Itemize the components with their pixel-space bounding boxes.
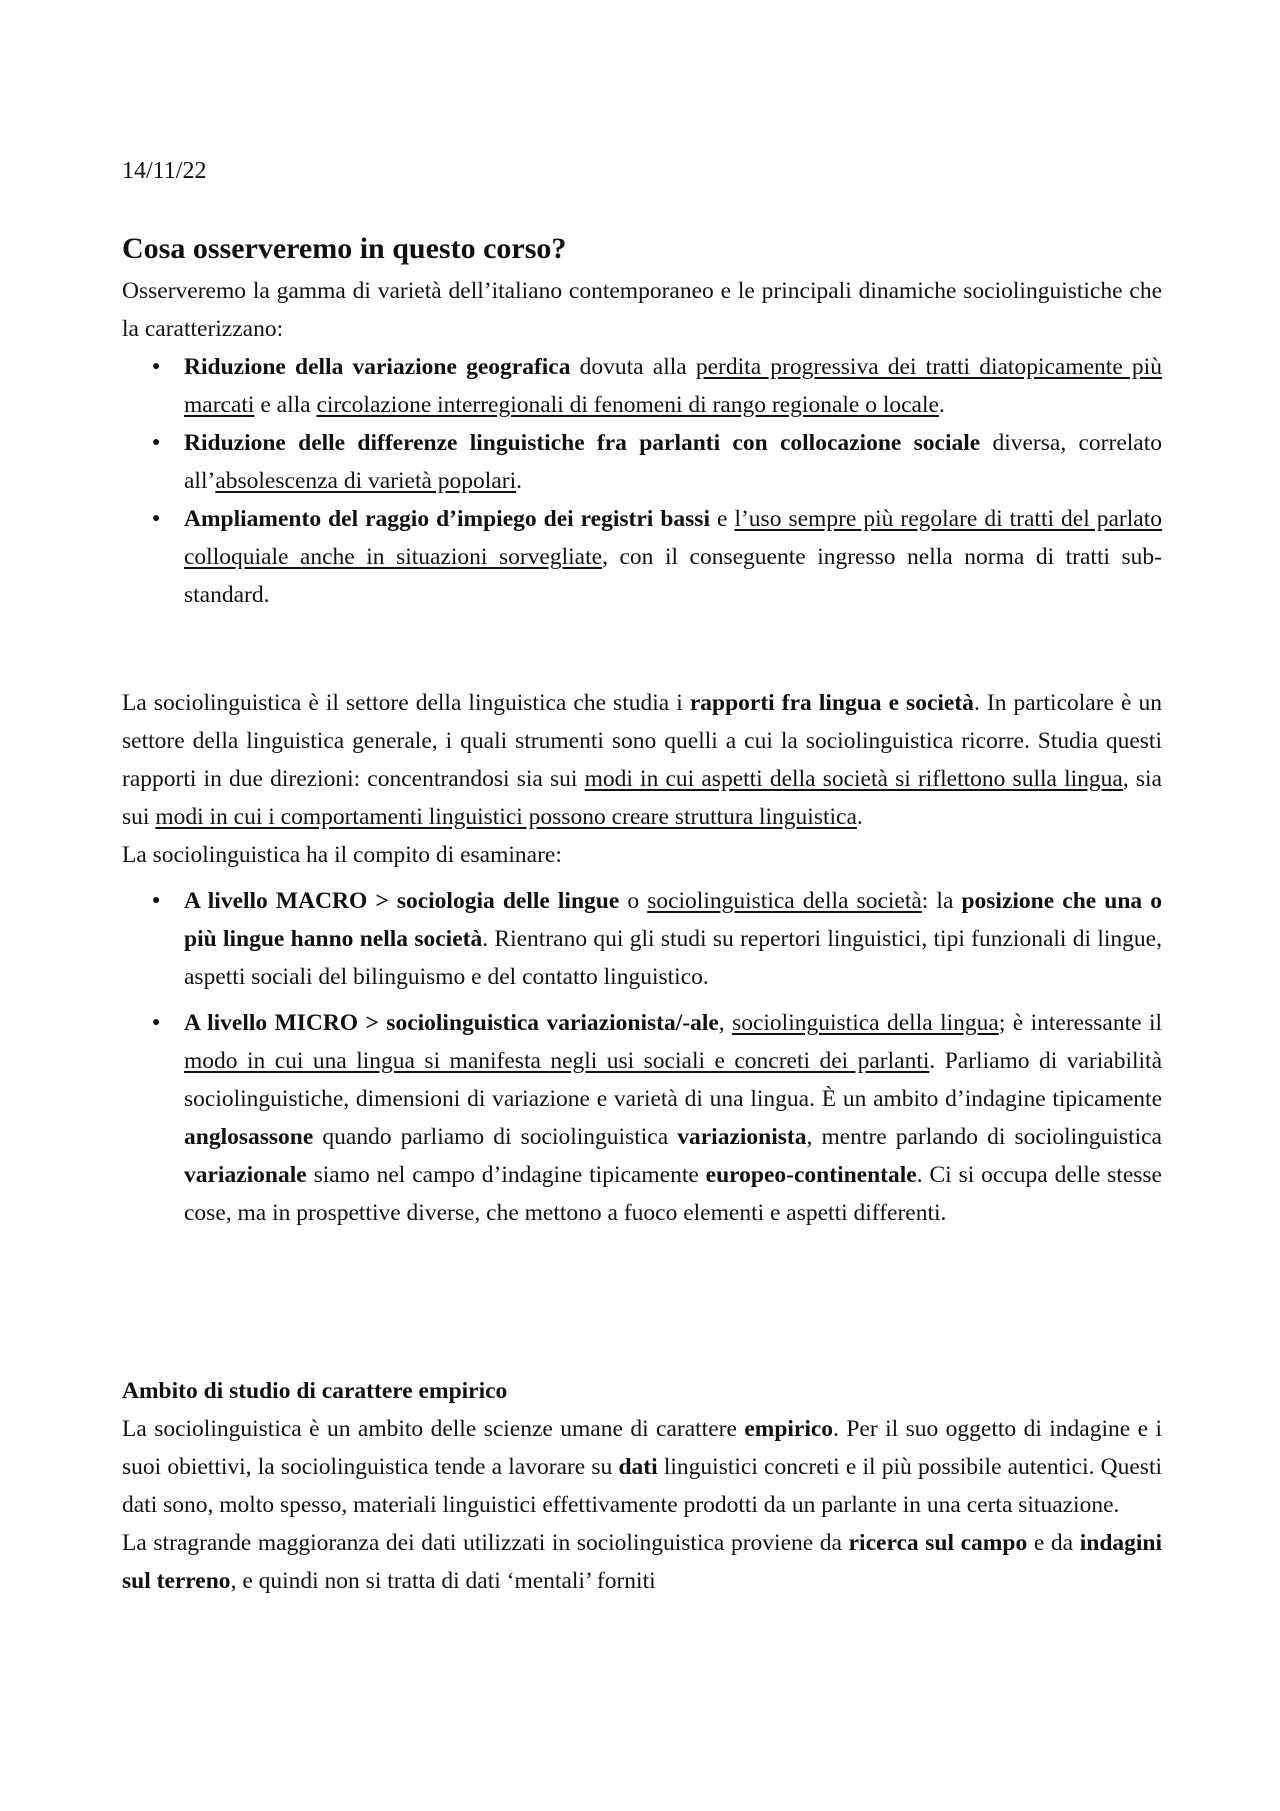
intro-section: [122, 272, 1162, 614]
fieldwork-paragraph: La stragrande maggioranza dei dati utilizzati in sociolinguistica proviene da ricerca sul campo e da indagini sul terreno, e quindi non si tratta di dati ‘mentali’ forniti: [122, 1530, 1163, 1594]
date: 14/11/22: [122, 158, 207, 184]
empirical-paragraph: La sociolinguistica è un ambito delle scienze umane di carattere empirico. Per il suo oggetto di indagine e i suoi obiettivi, la sociolinguistica tende a lavorare su dati linguistici concreti e il più possibile autentici. Questi dati sono, molto spesso, materiali linguistici effettivamente prodotti da un parlante in una certa situazione.: [122, 1416, 1163, 1518]
list-item-macro: ● A livello MACRO > sociologia delle lingue o sociolinguistica della società: la posizione che una o più lingue hanno nella società. Rientrano qui gli studi su repertori linguistici, tipi funzionali di lingue, aspetti sociali del bilinguismo e del contatto linguistico.: [184, 882, 1162, 996]
list-item: ● Ampliamento del raggio d’impiego dei registri bassi e l’uso sempre più regolare di tratti del parlato colloquiale anche in situazioni sorvegliate, con il conseguente ingresso nella norma di tratti sub-standard.: [184, 500, 1162, 614]
definition-section: [122, 684, 1162, 1232]
tasks-intro: La sociolinguistica ha il compito di esaminare:: [122, 842, 562, 868]
levels-list: [122, 882, 1162, 1232]
section-heading: Ambito di studio di carattere empirico: [122, 1378, 508, 1404]
list-item-micro: ● A livello MICRO > sociolinguistica variazionista/-ale, sociolinguistica della lingua; è interessante il modo in cui una lingua si manifesta negli usi sociali e concreti dei parlanti. Parliamo di variabilità sociolinguistiche, dimensioni di variazione e varietà di una lingua. È un ambito d’indagine tipicamente anglosassone quando parliamo di sociolinguistica variazionista, mentre parlando di sociolinguistica variazionale siamo nel campo d’indagine tipicamente europeo-continentale. Ci si occupa delle stesse cose, ma in prospettive diverse, che mettono a fuoco elementi e aspetti differenti.: [184, 1004, 1162, 1232]
page-title: Cosa osserveremo in questo corso?: [122, 232, 567, 265]
empirical-section: [122, 1372, 1162, 1600]
list-item: ● Riduzione delle differenze linguistiche fra parlanti con collocazione sociale diversa, correlato all’absolescenza di varietà popolari.: [184, 424, 1162, 500]
definition-paragraph: La sociolinguistica è il settore della linguistica che studia i rapporti fra lingua e società. In particolare è un settore della linguistica generale, i quali strumenti sono quelli a cui la sociolinguistica ricorre. Studia questi rapporti in due direzioni: concentrandosi sia sui modi in cui aspetti della società si riflettono sulla lingua, sia sui modi in cui i comportamenti linguistici possono creare struttura linguistica.: [122, 690, 1163, 830]
intro-paragraph: Osserveremo la gamma di varietà dell’italiano contemporaneo e le principali dinamiche sociolinguistiche che la caratterizzano:: [122, 278, 1162, 342]
dynamics-list: [122, 348, 1162, 614]
list-item: ● Riduzione della variazione geografica dovuta alla perdita progressiva dei tratti diatopicamente più marcati e alla circolazione interregionali di fenomeni di rango regionale o locale.: [184, 348, 1162, 424]
